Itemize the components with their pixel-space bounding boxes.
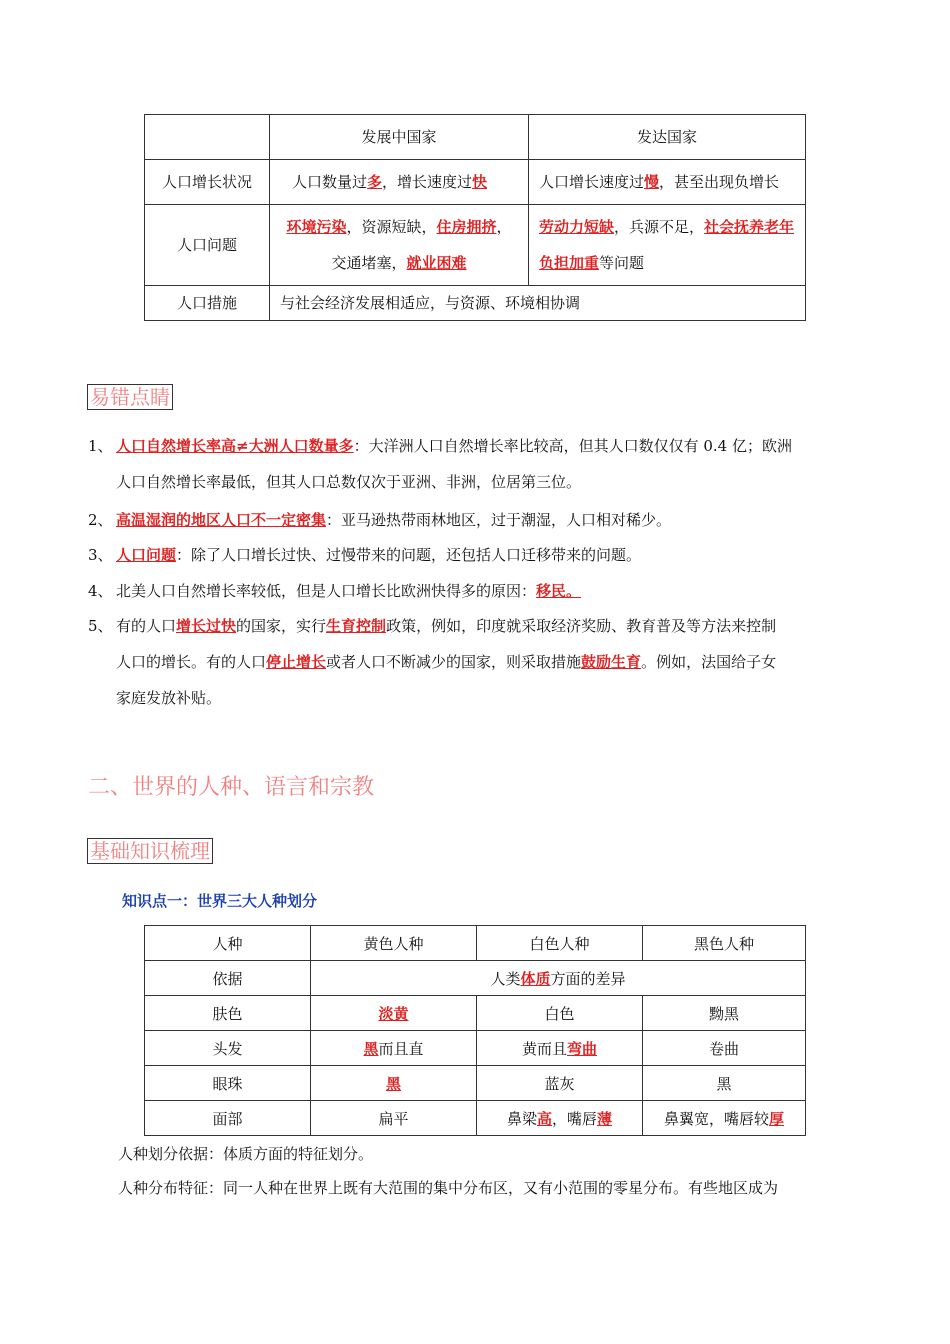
table-header-cell: 黑色人种 [643, 926, 806, 961]
table-cell: 白色 [477, 996, 643, 1031]
table-cell: 黑 [643, 1066, 806, 1101]
table-cell: 淡黄 [311, 996, 477, 1031]
table-row [145, 1101, 806, 1136]
table-cell: 鼻梁高，嘴唇薄 [477, 1101, 643, 1136]
table-row [145, 205, 806, 286]
list-item: 5、 有的人口增长过快的国家，实行生育控制政策，例如，印度就采取经济奖励、教育普及等方法来控制 人口的增长。有的人口停止增长或者人口不断减少的国家，则采取措施鼓励生育。例如，法国给子女 家庭发放补贴。 [88, 617, 777, 707]
table-header-cell: 黄色人种 [311, 926, 477, 961]
table-header-row [145, 115, 806, 160]
row-label: 头发 [145, 1031, 311, 1066]
section-label-basic-knowledge: 基础知识梳理 [87, 838, 213, 864]
table-row [145, 160, 806, 205]
table-row [145, 286, 806, 321]
row-label: 人口措施 [145, 286, 270, 321]
table-cell: 扁平 [311, 1101, 477, 1136]
table-header-row [145, 926, 806, 961]
population-comparison-table [144, 114, 806, 321]
table-cell: 鼻翼宽，嘴唇较厚 [643, 1101, 806, 1136]
list-item: 1、 人口自然增长率高≠大洲人口数量多：大洋洲人口自然增长率比较高，但其人口数仅仅有 0.4 亿；欧洲 人口自然增长率最低，但其人口总数仅次于亚洲、非洲，位居第三位。 [88, 437, 792, 491]
row-label: 眼珠 [145, 1066, 311, 1101]
table-header-cell: 发展中国家 [270, 115, 529, 160]
table-header-cell: 白色人种 [477, 926, 643, 961]
paragraph: 人种划分依据：体质方面的特征划分。 [118, 1145, 374, 1163]
row-label: 依据 [145, 961, 311, 996]
row-label: 人口问题 [145, 205, 270, 286]
table-cell: 劳动力短缺，兵源不足，社会抚养老年负担加重等问题 [529, 205, 806, 286]
paragraph: 人种分布特征：同一人种在世界上既有大范围的集中分布区，又有小范围的零星分布。有些地区成为 [118, 1179, 779, 1197]
table-cell: 人口增长速度过慢，甚至出现负增长 [529, 160, 806, 205]
table-header-cell [145, 115, 270, 160]
human-races-table [144, 925, 806, 1136]
table-row [145, 996, 806, 1031]
table-cell: 黑而且直 [311, 1031, 477, 1066]
list-item: 4、 北美人口自然增长率较低，但是人口增长比欧洲快得多的原因：移民。 [88, 582, 582, 600]
table-cell: 人口数量过多，增长速度过快 [270, 160, 529, 205]
knowledge-point-title: 知识点一：世界三大人种划分 [122, 892, 318, 910]
table-cell: 黄而且弯曲 [477, 1031, 643, 1066]
list-item: 2、 高温湿润的地区人口不一定密集：亚马逊热带雨林地区，过于潮湿，人口相对稀少。 [88, 511, 672, 529]
table-cell: 黝黑 [643, 996, 806, 1031]
table-cell: 卷曲 [643, 1031, 806, 1066]
table-row [145, 1066, 806, 1101]
table-cell: 人类体质方面的差异 [311, 961, 806, 996]
table-cell: 与社会经济发展相适应，与资源、环境相协调 [270, 286, 806, 321]
section-heading: 二、世界的人种、语言和宗教 [88, 775, 375, 800]
table-header-cell: 人种 [145, 926, 311, 961]
table-cell: 黑 [311, 1066, 477, 1101]
table-row [145, 961, 806, 996]
row-label: 面部 [145, 1101, 311, 1136]
row-label: 肤色 [145, 996, 311, 1031]
list-item: 3、 人口问题：除了人口增长过快、过慢带来的问题，还包括人口迁移带来的问题。 [88, 546, 642, 564]
row-label: 人口增长状况 [145, 160, 270, 205]
section-label-common-mistakes: 易错点睛 [87, 384, 173, 410]
table-cell: 环境污染，资源短缺，住房拥挤，交通堵塞，就业困难 [270, 205, 529, 286]
table-row [145, 1031, 806, 1066]
table-cell: 蓝灰 [477, 1066, 643, 1101]
table-header-cell: 发达国家 [529, 115, 806, 160]
